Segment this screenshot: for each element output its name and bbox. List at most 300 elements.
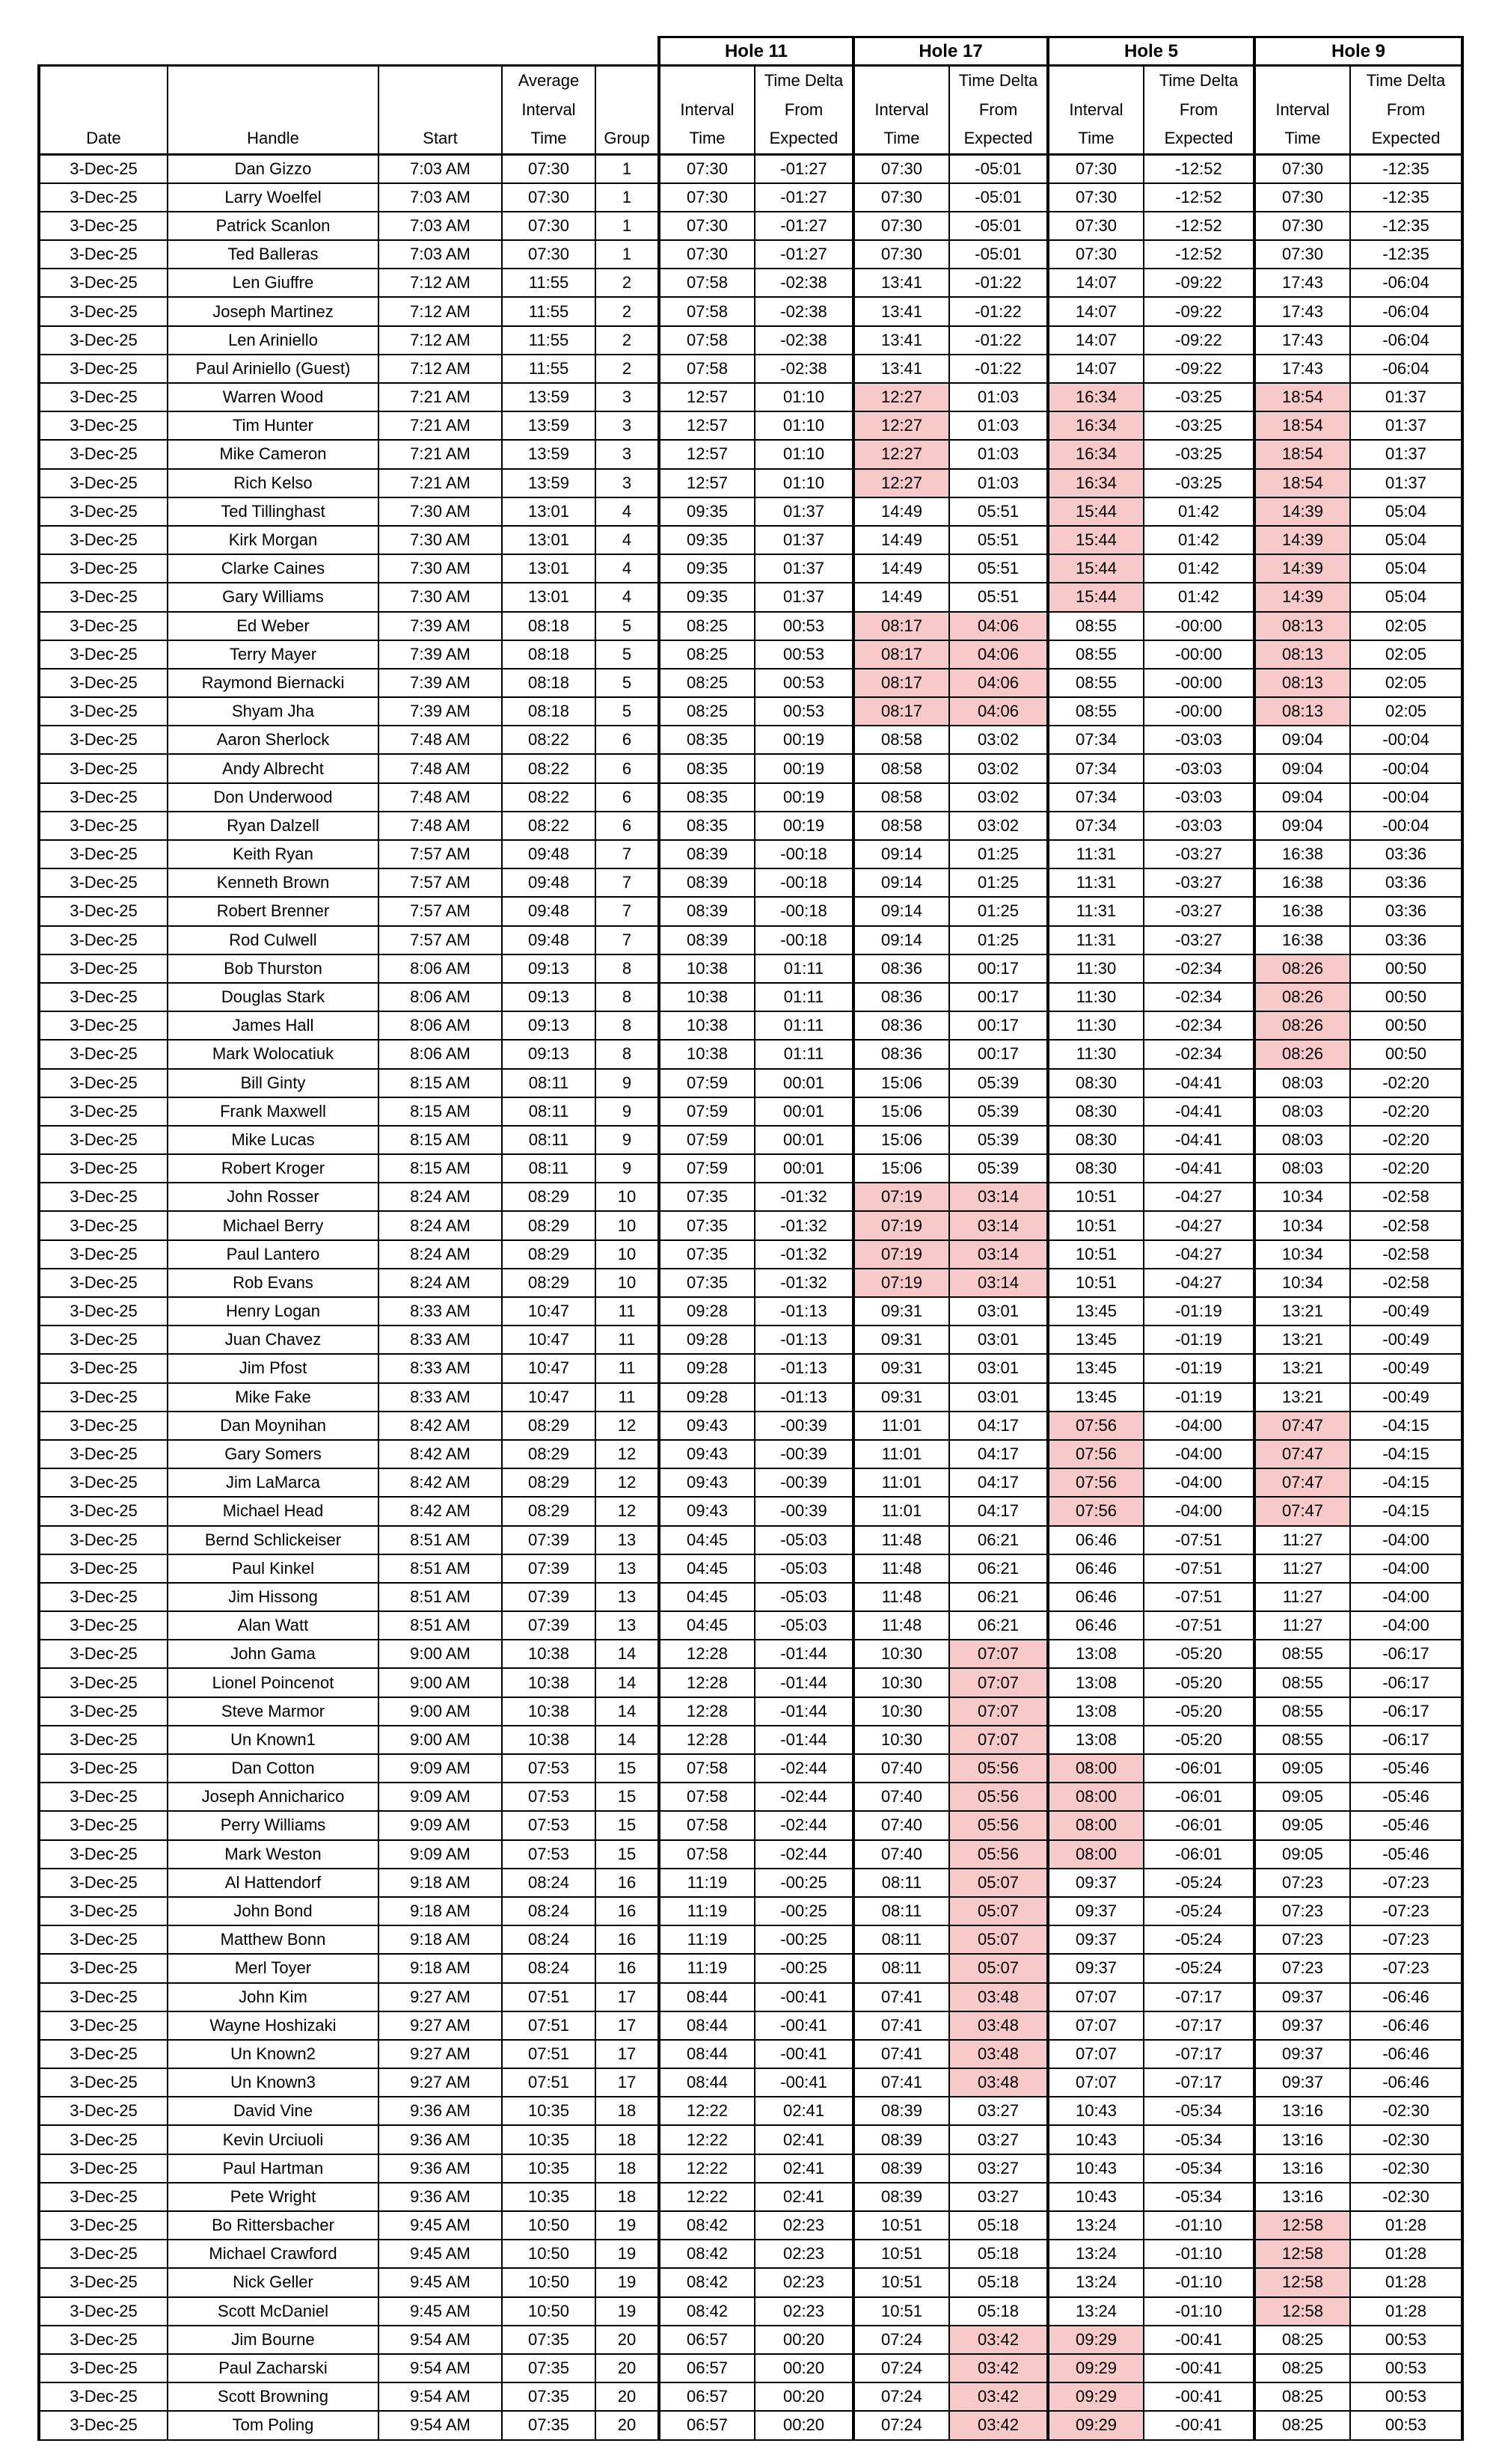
hole11-interval-cell: 07:58 [659,1811,755,1839]
date-cell: 3-Dec-25 [39,1640,168,1668]
group-cell: 4 [595,526,659,554]
date-cell: 3-Dec-25 [39,754,168,782]
hole5-interval-cell: 16:34 [1048,440,1144,468]
handle-cell: Al Hattendorf [168,1869,378,1897]
hole11-interval-cell: 11:19 [659,1925,755,1954]
hole11-delta-cell: 01:37 [755,497,853,526]
interval-header-line: Interval [1048,96,1144,125]
avg-interval-cell: 10:50 [502,2268,595,2296]
hole11-interval-cell: 04:45 [659,1554,755,1583]
avg-interval-cell: 10:50 [502,2297,595,2326]
group-cell: 1 [595,240,659,269]
hole9-delta-cell: -02:20 [1350,1097,1462,1126]
hole5-interval-cell: 10:43 [1048,2125,1144,2154]
avg-interval-cell: 07:30 [502,240,595,269]
hole5-interval-cell: 07:30 [1048,154,1144,183]
hole9-interval-cell: 13:16 [1254,2183,1350,2211]
handle-cell: Frank Maxwell [168,1097,378,1126]
hole5-interval-cell: 15:44 [1048,526,1144,554]
hole9-delta-cell: -04:00 [1350,1554,1462,1583]
start-cell: 9:45 AM [378,2211,502,2240]
handle-cell: Michael Berry [168,1211,378,1239]
hole17-delta-cell: 07:07 [949,1726,1048,1754]
avg-interval-cell: 13:59 [502,440,595,468]
hole11-delta-cell: 00:20 [755,2326,853,2354]
group-cell: 11 [595,1383,659,1412]
hole9-delta-cell: -02:58 [1350,1183,1462,1211]
date-cell: 3-Dec-25 [39,583,168,611]
hole9-delta-cell: 01:37 [1350,440,1462,468]
group-cell: 18 [595,2183,659,2211]
start-cell: 9:18 AM [378,1897,502,1925]
date-cell: 3-Dec-25 [39,383,168,411]
hole11-interval-cell: 07:30 [659,183,755,212]
hole17-delta-cell: 03:02 [949,783,1048,812]
table-row [39,1583,1462,1611]
hole11-delta-cell: -01:44 [755,1668,853,1697]
hole17-interval-cell: 14:49 [853,526,949,554]
table-row [39,583,1462,611]
start-cell: 9:00 AM [378,1697,502,1726]
hole5-interval-cell: 08:55 [1048,669,1144,697]
hole11-delta-cell: -01:44 [755,1726,853,1754]
hole11-interval-cell: 12:57 [659,440,755,468]
hole11-interval-cell: 07:59 [659,1069,755,1097]
hole17-interval-cell: 11:48 [853,1554,949,1583]
hole5-interval-cell: 07:56 [1048,1468,1144,1497]
group-cell: 2 [595,297,659,325]
hole-group-header: Hole 11 [659,37,853,66]
handle-cell: Paul Ariniello (Guest) [168,355,378,383]
hole17-delta-cell: -05:01 [949,212,1048,240]
start-cell: 8:33 AM [378,1354,502,1382]
start-cell: 7:48 AM [378,783,502,812]
table-row [39,2068,1462,2097]
handle-cell: Rich Kelso [168,469,378,497]
hole5-interval-cell: 13:08 [1048,1640,1144,1668]
hole5-interval-cell: 11:31 [1048,926,1144,954]
hole11-delta-cell: 01:10 [755,411,853,440]
hole9-interval-cell: 07:47 [1254,1412,1350,1440]
handle-cell: Jim LaMarca [168,1468,378,1497]
hole17-interval-cell: 07:30 [853,154,949,183]
avg-interval-cell: 08:18 [502,697,595,726]
hole17-interval-cell: 07:19 [853,1240,949,1269]
hole5-delta-cell: -02:34 [1144,1040,1254,1068]
hole17-delta-cell: 05:51 [949,526,1048,554]
hole5-delta-cell: -00:00 [1144,640,1254,669]
hole11-delta-cell: 01:10 [755,383,853,411]
hole11-delta-cell: -01:32 [755,1240,853,1269]
start-cell: 9:54 AM [378,2411,502,2439]
hole9-interval-cell: 09:37 [1254,2068,1350,2097]
start-cell: 9:27 AM [378,1983,502,2011]
hole5-interval-cell: 08:00 [1048,1754,1144,1783]
avg-interval-cell: 08:18 [502,612,595,640]
avg-interval-cell: 07:51 [502,2040,595,2068]
hole11-interval-cell: 09:43 [659,1497,755,1525]
hole17-delta-cell: 03:02 [949,754,1048,782]
hole11-delta-cell: 01:10 [755,469,853,497]
table-row [39,1811,1462,1839]
avg-interval-cell: 10:38 [502,1697,595,1726]
group-cell: 8 [595,954,659,983]
avg-interval-header-line: Interval [502,96,595,125]
group-cell: 9 [595,1069,659,1097]
hole9-interval-cell: 09:04 [1254,754,1350,782]
table-body [39,154,1462,2440]
hole17-interval-cell: 12:27 [853,440,949,468]
hole9-interval-cell: 12:58 [1254,2211,1350,2240]
start-cell: 9:36 AM [378,2125,502,2154]
hole17-interval-cell: 08:17 [853,640,949,669]
hole17-interval-cell: 09:31 [853,1297,949,1326]
hole9-interval-cell: 14:39 [1254,497,1350,526]
avg-interval-cell: 08:29 [502,1468,595,1497]
hole11-delta-cell: 01:10 [755,440,853,468]
avg-interval-cell: 08:29 [502,1497,595,1525]
hole17-delta-cell: 05:18 [949,2268,1048,2296]
hole17-interval-cell: 15:06 [853,1097,949,1126]
hole9-delta-cell: -06:04 [1350,326,1462,355]
hole17-interval-cell: 15:06 [853,1154,949,1183]
date-cell: 3-Dec-25 [39,640,168,669]
handle-cell: Scott Browning [168,2382,378,2411]
hole5-delta-cell: -07:17 [1144,2040,1254,2068]
hole5-delta-cell: -01:19 [1144,1383,1254,1412]
start-cell: 7:57 AM [378,840,502,868]
handle-cell: Un Known2 [168,2040,378,2068]
interval-header-line: Time [1048,124,1144,154]
hole17-delta-cell: 04:17 [949,1468,1048,1497]
hole11-delta-cell: -01:27 [755,154,853,183]
avg-interval-cell: 10:38 [502,1668,595,1697]
hole9-interval-cell: 13:21 [1254,1383,1350,1412]
group-cell: 7 [595,926,659,954]
table-row [39,1554,1462,1583]
handle-cell: Lionel Poincenot [168,1668,378,1697]
avg-interval-cell: 10:50 [502,2240,595,2268]
hole11-delta-cell: 00:19 [755,812,853,840]
hole5-interval-cell: 16:34 [1048,383,1144,411]
avg-interval-cell: 10:35 [502,2097,595,2125]
handle-cell: Bob Thurston [168,954,378,983]
date-cell: 3-Dec-25 [39,812,168,840]
start-cell: 9:54 AM [378,2382,502,2411]
hole5-interval-cell: 09:37 [1048,1925,1144,1954]
handle-cell: Paul Lantero [168,1240,378,1269]
group-cell: 2 [595,355,659,383]
date-cell: 3-Dec-25 [39,2154,168,2183]
hole9-delta-cell: 00:50 [1350,983,1462,1011]
handle-cell: Mike Fake [168,1383,378,1412]
hole11-delta-cell: 02:41 [755,2183,853,2211]
group-cell: 18 [595,2154,659,2183]
start-cell: 7:57 AM [378,897,502,925]
hole9-delta-cell: -02:20 [1350,1126,1462,1154]
avg-interval-cell: 08:22 [502,812,595,840]
hole5-delta-cell: -01:19 [1144,1326,1254,1354]
date-cell: 3-Dec-25 [39,1954,168,1982]
start-cell: 8:51 AM [378,1583,502,1611]
hole11-delta-cell: -02:44 [755,1811,853,1839]
hole9-delta-cell: -02:20 [1350,1069,1462,1097]
date-cell: 3-Dec-25 [39,554,168,583]
hole11-interval-cell: 12:57 [659,469,755,497]
hole17-interval-cell: 10:51 [853,2297,949,2326]
hole9-interval-cell: 17:43 [1254,297,1350,325]
hole5-delta-cell: -05:34 [1144,2125,1254,2154]
hole5-delta-cell: -12:52 [1144,212,1254,240]
hole9-delta-cell: 01:28 [1350,2240,1462,2268]
hole17-delta-cell: 00:17 [949,983,1048,1011]
hole9-delta-cell: -02:30 [1350,2097,1462,2125]
hole9-interval-cell: 09:37 [1254,2040,1350,2068]
hole11-interval-cell: 08:42 [659,2297,755,2326]
hole11-delta-cell: -01:13 [755,1354,853,1382]
handle-cell: Bill Ginty [168,1069,378,1097]
hole9-interval-cell: 08:26 [1254,983,1350,1011]
avg-interval-cell: 09:48 [502,897,595,925]
table-row [39,1954,1462,1982]
group-cell: 8 [595,1011,659,1040]
handle-cell: Scott McDaniel [168,2297,378,2326]
hole9-interval-cell: 09:04 [1254,783,1350,812]
hole17-delta-cell: 03:48 [949,2068,1048,2097]
start-cell: 8:24 AM [378,1269,502,1297]
start-cell: 8:33 AM [378,1326,502,1354]
hole17-delta-cell: 05:07 [949,1869,1048,1897]
avg-interval-cell: 07:39 [502,1554,595,1583]
delta-header-line: From [1144,96,1254,125]
hole9-interval-cell: 08:55 [1254,1668,1350,1697]
hole11-interval-cell: 08:44 [659,2068,755,2097]
start-cell: 9:36 AM [378,2183,502,2211]
hole11-interval-cell: 11:19 [659,1897,755,1925]
date-cell: 3-Dec-25 [39,212,168,240]
avg-interval-cell: 10:35 [502,2154,595,2183]
hole17-interval-cell: 10:30 [853,1697,949,1726]
hole9-delta-cell: 01:37 [1350,383,1462,411]
handle-cell: Alan Watt [168,1611,378,1640]
hole17-interval-cell: 08:36 [853,1011,949,1040]
hole5-delta-cell: -01:10 [1144,2211,1254,2240]
hole9-delta-cell: -04:00 [1350,1611,1462,1640]
hole9-delta-cell: 01:28 [1350,2297,1462,2326]
handle-cell: John Gama [168,1640,378,1668]
group-cell: 6 [595,783,659,812]
start-cell: 9:09 AM [378,1754,502,1783]
hole11-interval-cell: 07:59 [659,1097,755,1126]
hole5-delta-cell: -07:51 [1144,1583,1254,1611]
date-cell: 3-Dec-25 [39,983,168,1011]
hole9-interval-cell: 10:34 [1254,1211,1350,1239]
interval-header-line: Time [659,124,755,154]
handle-cell: Joseph Annicharico [168,1783,378,1811]
hole9-delta-cell: 05:04 [1350,583,1462,611]
group-cell: 18 [595,2125,659,2154]
hole17-interval-cell: 07:41 [853,2040,949,2068]
hole5-interval-cell: 16:34 [1048,469,1144,497]
start-cell: 7:03 AM [378,183,502,212]
date-cell: 3-Dec-25 [39,1269,168,1297]
hole9-delta-cell: 00:53 [1350,2326,1462,2354]
hole5-delta-cell: -00:00 [1144,697,1254,726]
start-cell: 9:00 AM [378,1726,502,1754]
hole9-interval-cell: 08:03 [1254,1126,1350,1154]
avg-interval-cell: 10:38 [502,1726,595,1754]
hole11-delta-cell: 01:37 [755,583,853,611]
date-cell: 3-Dec-25 [39,1897,168,1925]
hole5-delta-cell: -03:27 [1144,926,1254,954]
hole5-interval-cell: 10:43 [1048,2183,1144,2211]
hole17-interval-cell: 14:49 [853,497,949,526]
hole9-delta-cell: -00:04 [1350,783,1462,812]
hole11-delta-cell: 00:01 [755,1154,853,1183]
avg-interval-cell: 09:13 [502,1011,595,1040]
avg-interval-cell: 08:29 [502,1240,595,1269]
group-cell: 5 [595,640,659,669]
handle-cell: Pete Wright [168,2183,378,2211]
avg-interval-cell: 13:01 [502,526,595,554]
handle-cell: Ted Tillinghast [168,497,378,526]
handle-cell: Tom Poling [168,2411,378,2439]
hole9-interval-cell: 16:38 [1254,840,1350,868]
hole11-delta-cell: -01:44 [755,1640,853,1668]
hole17-delta-cell: 01:25 [949,926,1048,954]
handle-cell: Joseph Martinez [168,297,378,325]
table-row [39,1697,1462,1726]
handle-cell: Paul Kinkel [168,1554,378,1583]
date-cell: 3-Dec-25 [39,269,168,297]
avg-interval-cell: 07:39 [502,1611,595,1640]
hole5-interval-cell: 11:30 [1048,1011,1144,1040]
hole9-interval-cell: 18:54 [1254,411,1350,440]
hole11-interval-cell: 06:57 [659,2382,755,2411]
hole5-delta-cell: -04:00 [1144,1468,1254,1497]
group-cell: 19 [595,2297,659,2326]
avg-interval-cell: 07:30 [502,183,595,212]
hole9-delta-cell: -00:49 [1350,1383,1462,1412]
hole9-interval-cell: 08:03 [1254,1154,1350,1183]
hole11-delta-cell: -01:27 [755,183,853,212]
hole5-delta-cell: -03:27 [1144,868,1254,897]
start-cell: 9:00 AM [378,1640,502,1668]
date-cell: 3-Dec-25 [39,1069,168,1097]
hole17-interval-cell: 11:01 [853,1412,949,1440]
avg-interval-cell: 07:51 [502,2068,595,2097]
hole11-delta-cell: 00:01 [755,1097,853,1126]
hole9-delta-cell: 05:04 [1350,497,1462,526]
table-row [39,1240,1462,1269]
hole11-interval-cell: 10:38 [659,954,755,983]
hole5-delta-cell: -01:10 [1144,2268,1254,2296]
hole17-delta-cell: 06:21 [949,1554,1048,1583]
hole9-interval-cell: 11:27 [1254,1583,1350,1611]
handle-cell: Mike Cameron [168,440,378,468]
start-cell: 7:21 AM [378,469,502,497]
hole17-delta-cell: 01:03 [949,469,1048,497]
avg-interval-cell: 08:24 [502,1869,595,1897]
hole11-interval-cell: 07:35 [659,1269,755,1297]
table-row [39,355,1462,383]
hole11-interval-cell: 11:19 [659,1869,755,1897]
avg-interval-cell: 08:18 [502,669,595,697]
hole17-interval-cell: 07:19 [853,1211,949,1239]
hole9-interval-cell: 08:55 [1254,1726,1350,1754]
hole17-delta-cell: 04:06 [949,669,1048,697]
avg-interval-cell: 08:11 [502,1069,595,1097]
avg-interval-cell: 13:59 [502,383,595,411]
hole5-delta-cell: 01:42 [1144,583,1254,611]
date-cell: 3-Dec-25 [39,355,168,383]
avg-interval-cell: 09:13 [502,1040,595,1068]
avg-interval-cell: 07:51 [502,2011,595,2040]
hole9-interval-cell: 12:58 [1254,2297,1350,2326]
hole5-interval-cell: 07:34 [1048,812,1144,840]
group-cell: 16 [595,1897,659,1925]
hole5-delta-cell: -04:00 [1144,1497,1254,1525]
hole11-delta-cell: 00:20 [755,2354,853,2382]
hole5-interval-cell: 14:07 [1048,355,1144,383]
group-cell: 4 [595,554,659,583]
handle-cell: Raymond Biernacki [168,669,378,697]
group-cell: 19 [595,2240,659,2268]
avg-interval-cell: 09:48 [502,868,595,897]
hole5-delta-cell: -05:20 [1144,1726,1254,1754]
table-row [39,612,1462,640]
hole11-interval-cell: 07:58 [659,1840,755,1869]
group-cell: 14 [595,1697,659,1726]
interval-header-line: Time [1254,124,1350,154]
date-cell: 3-Dec-25 [39,2382,168,2411]
hole11-delta-cell: -00:39 [755,1468,853,1497]
hole9-delta-cell: -06:04 [1350,269,1462,297]
hole9-delta-cell: -06:46 [1350,2068,1462,2097]
hole11-delta-cell: 02:41 [755,2154,853,2183]
hole17-delta-cell: 04:06 [949,612,1048,640]
hole9-interval-cell: 07:30 [1254,240,1350,269]
hole17-interval-cell: 07:30 [853,212,949,240]
hole17-delta-cell: 03:27 [949,2154,1048,2183]
hole11-interval-cell: 10:38 [659,1011,755,1040]
hole5-interval-cell: 07:30 [1048,240,1144,269]
table-row [39,554,1462,583]
hole11-interval-cell: 10:38 [659,1040,755,1068]
group-cell: 13 [595,1526,659,1554]
hole11-delta-cell: -00:41 [755,2068,853,2097]
hole5-interval-cell: 06:46 [1048,1611,1144,1640]
hole17-delta-cell: 05:07 [949,1897,1048,1925]
hole9-interval-cell: 08:13 [1254,669,1350,697]
hole11-delta-cell: -05:03 [755,1526,853,1554]
hole17-interval-cell: 08:36 [853,1040,949,1068]
start-cell: 8:06 AM [378,983,502,1011]
hole11-interval-cell: 09:28 [659,1326,755,1354]
handle-cell: Ted Balleras [168,240,378,269]
group-cell: 17 [595,2011,659,2040]
date-cell: 3-Dec-25 [39,1726,168,1754]
hole5-interval-cell: 08:30 [1048,1097,1144,1126]
hole17-interval-cell: 11:01 [853,1440,949,1468]
date-cell: 3-Dec-25 [39,2068,168,2097]
hole17-delta-cell: 00:17 [949,954,1048,983]
hole9-interval-cell: 09:05 [1254,1811,1350,1839]
hole5-interval-cell: 09:29 [1048,2382,1144,2411]
hole-group-header-row [39,37,1462,66]
table-row [39,497,1462,526]
hole11-delta-cell: -00:25 [755,1869,853,1897]
